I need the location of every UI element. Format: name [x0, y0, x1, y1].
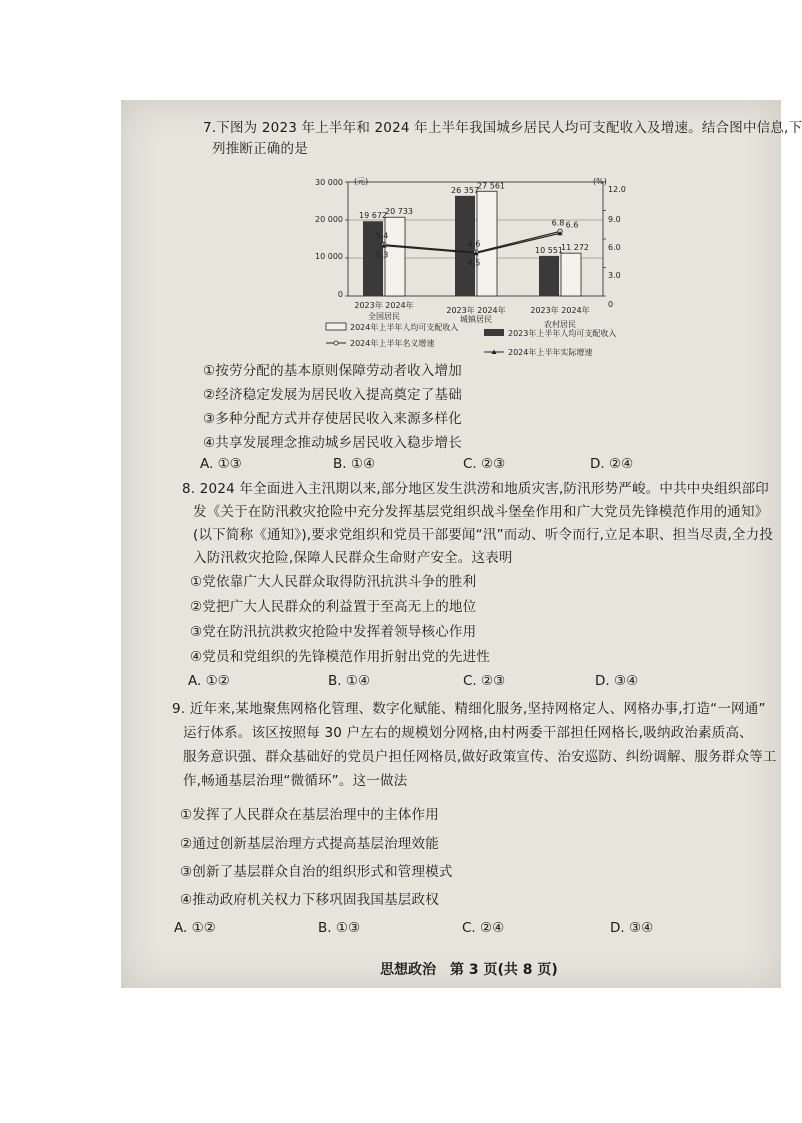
right-tick-12: 12.0	[608, 185, 626, 194]
group-label-urban: 城镇居民	[460, 315, 492, 324]
real-label-1: 4.5	[467, 258, 481, 268]
q9-item-3: ③创新了基层群众自治的组织形式和管理模式	[180, 864, 453, 880]
left-tick-20000: 20 000	[315, 215, 343, 224]
q9-stem-line-1: 9. 近年来,某地聚焦网格化管理、数字化赋能、精细化服务,坚持网格定人、网格办事,打造“一网通”	[172, 701, 766, 717]
left-unit: (元)	[354, 177, 369, 186]
right-tick-9: 9.0	[608, 215, 621, 224]
legend-swatch-2023-income	[484, 329, 504, 336]
group-label-national: 全国居民	[368, 312, 400, 321]
right-tick-3: 3.0	[608, 271, 621, 280]
q7-stem-line-1: 7.下图为 2023 年上半年和 2024 年上半年我国城乡居民人均可支配收入及增速。结合图中信息,下	[203, 120, 802, 136]
legend-label-2023-income: 2023年上半年人均可支配收入	[508, 329, 617, 338]
real-label-0: 5.3	[375, 250, 389, 260]
bar-label-2023-2: 10 551	[535, 245, 563, 255]
group-1-years: 2023年 2024年	[354, 301, 414, 310]
q8-choice-a[interactable]: A. ①②	[188, 673, 230, 689]
q9-choice-b[interactable]: B. ①③	[318, 920, 361, 936]
group-2-years: 2023年 2024年	[446, 306, 506, 315]
left-tick-0: 0	[337, 290, 343, 299]
q8-item-3: ③党在防汛抗洪救灾抢险中发挥着领导核心作用	[190, 624, 477, 640]
q8-item-2: ②党把广大人民群众的利益置于至高无上的地位	[190, 599, 477, 615]
legend-marker-nominal	[334, 341, 338, 345]
q9-stem-line-3: 服务意识强、群众基础好的党员户担任网格员,做好政策宣传、治安巡防、纠纷调解、服务群众等工	[183, 749, 777, 765]
nominal-label-0: 5.4	[375, 231, 389, 241]
page-footer: 思想政治 第 3 页(共 8 页)	[380, 962, 558, 978]
income-chart	[315, 170, 638, 360]
q8-choice-c[interactable]: C. ②③	[463, 673, 506, 689]
group-3-years: 2023年 2024年	[530, 306, 590, 315]
legend-label-nominal: 2024年上半年名义增速	[350, 339, 435, 348]
q9-item-2: ②通过创新基层治理方式提高基层治理效能	[180, 836, 439, 852]
q9-item-4: ④推动政府机关权力下移巩固我国基层政权	[180, 892, 439, 908]
q7-choice-b[interactable]: B. ①④	[333, 456, 376, 472]
q9-choice-a[interactable]: A. ①②	[174, 920, 216, 936]
q8-stem-line-3: (以下简称《通知》),要求党组织和党员干部要闻“汛”而动、听令而行,立足本职、担当尽责,全力投	[193, 527, 774, 543]
q7-item-2: ②经济稳定发展为居民收入提高奠定了基础	[203, 387, 462, 403]
q8-item-1: ①党依靠广大人民群众取得防汛抗洪斗争的胜利	[190, 574, 477, 590]
q7-choice-c[interactable]: C. ②③	[463, 456, 506, 472]
q8-item-4: ④党员和党组织的先锋模范作用折射出党的先进性	[190, 649, 491, 665]
legend-label-real: 2024年上半年实际增速	[508, 348, 593, 357]
bar-label-2024-2: 11 272	[561, 243, 589, 253]
q8-stem-line-2: 发《关于在防汛救灾抢险中充分发挥基层党组织战斗堡垒作用和广大党员先锋模范作用的通知》	[193, 504, 769, 520]
q9-choice-d[interactable]: D. ③④	[610, 920, 654, 936]
q8-choice-b[interactable]: B. ①④	[328, 673, 371, 689]
real-label-2: 6.6	[565, 220, 579, 230]
q7-item-1: ①按劳分配的基本原则保障劳动者收入增加	[203, 363, 462, 379]
q9-choice-c[interactable]: C. ②④	[462, 920, 505, 936]
nominal-label-1: 4.6	[467, 239, 481, 249]
right-tick-6: 6.0	[608, 243, 621, 252]
bar-2023-2	[539, 256, 559, 296]
bar-label-2024-1: 27 561	[477, 181, 505, 191]
q9-stem-line-2: 运行体系。该区按照每 30 户左右的规模划分网格,由村两委干部担任网格长,吸纳政治素质高、	[183, 725, 753, 741]
q7-stem-line-2: 列推断正确的是	[212, 141, 308, 157]
q7-choice-d[interactable]: D. ②④	[590, 456, 634, 472]
legend-label-2024-income: 2024年上半年人均可支配收入	[350, 323, 459, 332]
nominal-label-2: 6.8	[551, 218, 565, 228]
q9-stem-line-4: 作,畅通基层治理“微循环”。这一做法	[183, 773, 408, 789]
q8-choice-d[interactable]: D. ③④	[595, 673, 639, 689]
bar-label-2024-0: 20 733	[385, 207, 413, 217]
q7-item-3: ③多种分配方式并存使居民收入来源多样化	[203, 411, 462, 427]
legend-swatch-2024-income	[326, 323, 346, 330]
right-unit: (%)	[593, 177, 607, 186]
left-tick-10000: 10 000	[315, 252, 343, 261]
q9-item-1: ①发挥了人民群众在基层治理中的主体作用	[180, 807, 439, 823]
q7-choice-a[interactable]: A. ①③	[200, 456, 242, 472]
right-tick-0: 0	[608, 300, 614, 309]
q7-item-4: ④共享发展理念推动城乡居民收入稳步增长	[203, 435, 462, 451]
bar-2024-2	[561, 253, 581, 296]
left-tick-30000: 30 000	[315, 178, 343, 187]
q8-stem-line-4: 入防汛救灾抢险,保障人民群众生命财产安全。这表明	[193, 550, 513, 566]
q8-stem-line-1: 8. 2024 年全面进入主汛期以来,部分地区发生洪涝和地质灾害,防汛形势严峻。中共中央组织部印	[182, 481, 770, 497]
bar-label-2023-1: 26 357	[451, 185, 479, 195]
group-label-rural: 农村居民	[544, 320, 576, 329]
bar-label-2023-0: 19 672	[359, 211, 387, 221]
